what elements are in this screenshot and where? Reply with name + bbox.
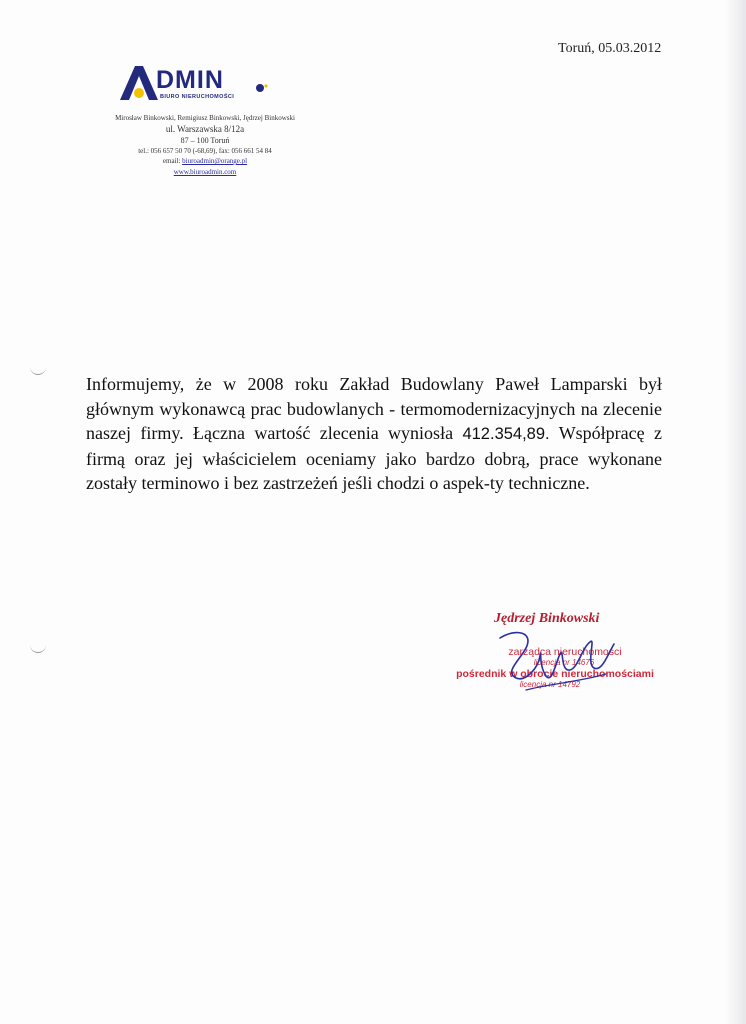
stamp-line-license-1: licencja nr 14676 <box>533 658 595 667</box>
body-paragraph-part1: Informujemy, że w 2008 roku Zakład Budowlany Paweł Lamparski był głównym wykonawcą prac budowlanych - termomodernizacyjnych na zlecenie naszej firmy. Łączna wartość zlecenia wyniosła <box>86 374 662 443</box>
signature-underline <box>526 674 606 690</box>
logo-wordmark: DMIN <box>156 66 224 94</box>
admin-logo <box>118 62 268 104</box>
website-link[interactable]: www.biuroadmin.com <box>173 167 237 176</box>
company-website-line <box>80 167 330 178</box>
stamp-line-broker: pośrednik w obrocie nieruchomościami <box>456 668 654 680</box>
company-owners: Mirosław Binkowski, Remigiusz Binkowski, Jędrzej Binkowski <box>115 114 295 122</box>
letter-body <box>86 372 662 496</box>
company-email-line <box>80 156 330 167</box>
email-link[interactable]: biuroadmin@orange.pl <box>182 157 248 165</box>
logo-small-yellow-dot <box>264 84 267 87</box>
company-city: 87 – 100 Toruń <box>180 135 230 145</box>
stamp-line-manager: zarządca nieruchomości <box>508 646 622 658</box>
stamp-line-license-2: licencja nr 14792 <box>519 680 581 689</box>
email-label: email: <box>162 157 181 165</box>
company-phone-fax: tel.: 056 657 50 70 (-68,69), fax: 056 661 54 84 <box>138 146 272 155</box>
paper-edge-shadow <box>724 0 746 1024</box>
logo-subtitle: BIURO NIERUCHOMOŚCI <box>160 94 235 100</box>
company-address-block <box>80 113 330 177</box>
handwritten-signature <box>486 624 626 704</box>
punch-hole-mark-bottom <box>30 642 46 653</box>
contract-amount: 412.354,89. <box>462 425 550 443</box>
signer-name: Jędrzej Binkowski <box>494 611 600 626</box>
body-paragraph-part2: Współpracę z firmą oraz jej właścicielem oceniamy jako bardzo dobrą, prace wykonane zostały terminowo i bez zastrzeżeń jeśli chodzi o aspek-ty techniczne. <box>86 423 663 493</box>
punch-hole-mark-top <box>30 364 46 375</box>
logo-blue-dot <box>256 84 264 92</box>
company-street: ul. Warszawska 8/12a <box>165 123 245 134</box>
signature-stroke <box>500 633 614 679</box>
logo-yellow-dot <box>134 88 144 98</box>
letter-date: Toruń, 05.03.2012 <box>558 41 662 56</box>
